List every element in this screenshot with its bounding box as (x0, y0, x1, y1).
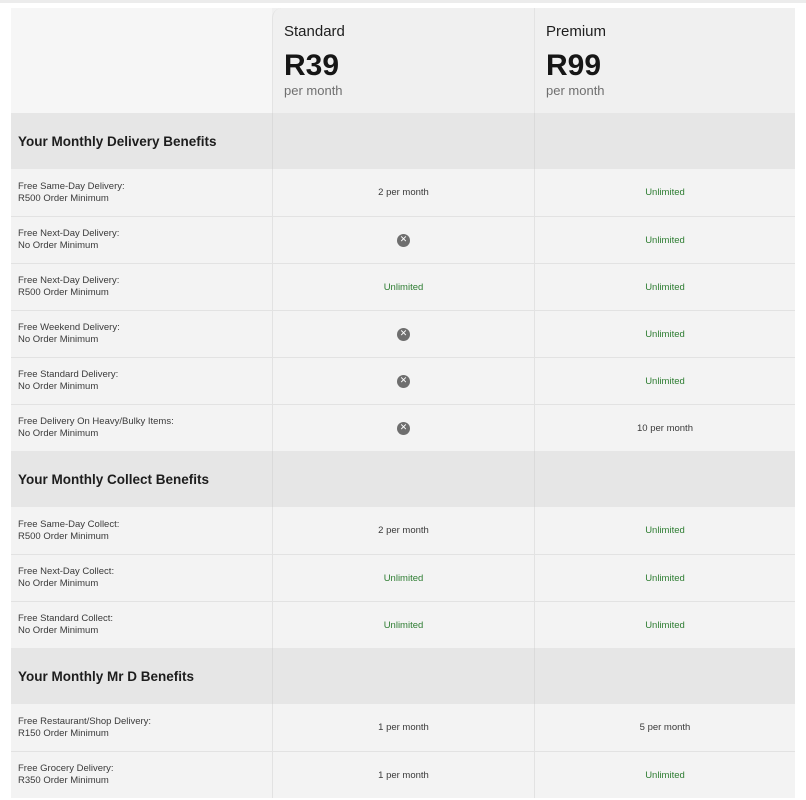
premium-value: 5 per month (534, 704, 795, 751)
benefit-row (11, 169, 795, 216)
standard-value: 1 per month (272, 704, 534, 751)
plan-header-row (11, 8, 795, 113)
x-circle-icon: ✕ (397, 422, 410, 435)
benefit-condition: No Order Minimum (18, 428, 99, 439)
benefit-condition: R350 Order Minimum (18, 775, 109, 786)
section-header (11, 113, 795, 169)
benefit-label (11, 217, 272, 263)
benefit-condition: No Order Minimum (18, 381, 99, 392)
standard-value: Unlimited (272, 602, 534, 648)
benefit-label (11, 405, 272, 451)
benefit-name: Free Grocery Delivery: (18, 763, 114, 774)
premium-value: Unlimited (534, 311, 795, 357)
plan-price: R39 (284, 49, 340, 82)
standard-value (272, 311, 534, 357)
benefit-condition: R150 Order Minimum (18, 727, 109, 739)
benefit-name: Free Next-Day Delivery: (18, 275, 120, 286)
benefit-row (11, 751, 795, 798)
benefit-name: Free Same-Day Delivery: (18, 180, 125, 192)
benefit-name: Free Delivery On Heavy/Bulky Items: (18, 416, 174, 427)
premium-value: Unlimited (534, 752, 795, 798)
standard-value: 2 per month (272, 169, 534, 216)
benefit-name: Free Same-Day Collect: (18, 518, 120, 530)
benefit-label (11, 311, 272, 357)
benefit-name: Free Standard Delivery: (18, 369, 119, 380)
standard-value: Unlimited (272, 555, 534, 601)
x-circle-icon: ✕ (397, 234, 410, 247)
benefit-label (11, 358, 272, 404)
plan-period: per month (546, 83, 605, 98)
benefit-name: Free Restaurant/Shop Delivery: (18, 715, 152, 727)
benefit-label (11, 752, 272, 798)
benefit-name: Free Weekend Delivery: (18, 322, 120, 333)
benefit-sections (11, 113, 795, 798)
benefit-label (11, 704, 272, 751)
plan-standard (272, 8, 534, 113)
benefit-row (11, 310, 795, 357)
section-cell-premium (534, 113, 795, 169)
benefit-row (11, 263, 795, 310)
benefit-label (11, 507, 272, 554)
premium-value: Unlimited (534, 264, 795, 310)
top-divider (0, 0, 806, 3)
benefit-row (11, 507, 795, 554)
standard-value (272, 358, 534, 404)
benefit-label (11, 169, 272, 216)
benefit-condition: No Order Minimum (18, 625, 99, 636)
plan-name: Premium (546, 23, 607, 40)
benefit-name: Free Standard Collect: (18, 613, 114, 624)
section-header (11, 648, 795, 704)
section-header (11, 451, 795, 507)
section-cell-standard (272, 648, 534, 704)
benefit-condition: No Order Minimum (18, 578, 99, 589)
section-cell-premium (534, 648, 795, 704)
benefit-row (11, 357, 795, 404)
section-title: Your Monthly Collect Benefits (18, 471, 210, 487)
benefit-condition: R500 Order Minimum (18, 530, 109, 542)
benefit-condition: R500 Order Minimum (18, 287, 109, 298)
benefit-label (11, 602, 272, 648)
premium-value: Unlimited (534, 602, 795, 648)
x-circle-icon: ✕ (397, 328, 410, 341)
section-title: Your Monthly Mr D Benefits (18, 668, 195, 684)
premium-value: Unlimited (534, 358, 795, 404)
standard-value: Unlimited (272, 264, 534, 310)
benefit-name: Free Next-Day Collect: (18, 566, 115, 577)
benefit-condition: R500 Order Minimum (18, 192, 109, 204)
benefit-condition: No Order Minimum (18, 240, 99, 251)
benefit-row (11, 216, 795, 263)
section-cell-premium (534, 451, 795, 507)
benefit-label (11, 264, 272, 310)
premium-value: Unlimited (534, 555, 795, 601)
section-cell-standard (272, 113, 534, 169)
standard-value: 2 per month (272, 507, 534, 554)
standard-value: 1 per month (272, 752, 534, 798)
standard-value (272, 217, 534, 263)
plan-period: per month (284, 83, 343, 98)
benefit-row (11, 704, 795, 751)
header-blank-cell (11, 8, 272, 113)
premium-value: Unlimited (534, 169, 795, 216)
benefit-name: Free Next-Day Delivery: (18, 228, 120, 239)
standard-value (272, 405, 534, 451)
premium-value: Unlimited (534, 507, 795, 554)
benefit-condition: No Order Minimum (18, 334, 99, 345)
benefit-row (11, 601, 795, 648)
plan-price: R99 (546, 49, 602, 82)
plan-comparison-table (11, 8, 795, 798)
x-circle-icon: ✕ (397, 375, 410, 388)
benefit-label (11, 555, 272, 601)
premium-value: 10 per month (534, 405, 795, 451)
section-title: Your Monthly Delivery Benefits (18, 133, 217, 149)
plan-premium (534, 8, 795, 113)
premium-value: Unlimited (534, 217, 795, 263)
benefit-row (11, 404, 795, 451)
plan-name: Standard (284, 23, 345, 40)
benefit-row (11, 554, 795, 601)
section-cell-standard (272, 451, 534, 507)
